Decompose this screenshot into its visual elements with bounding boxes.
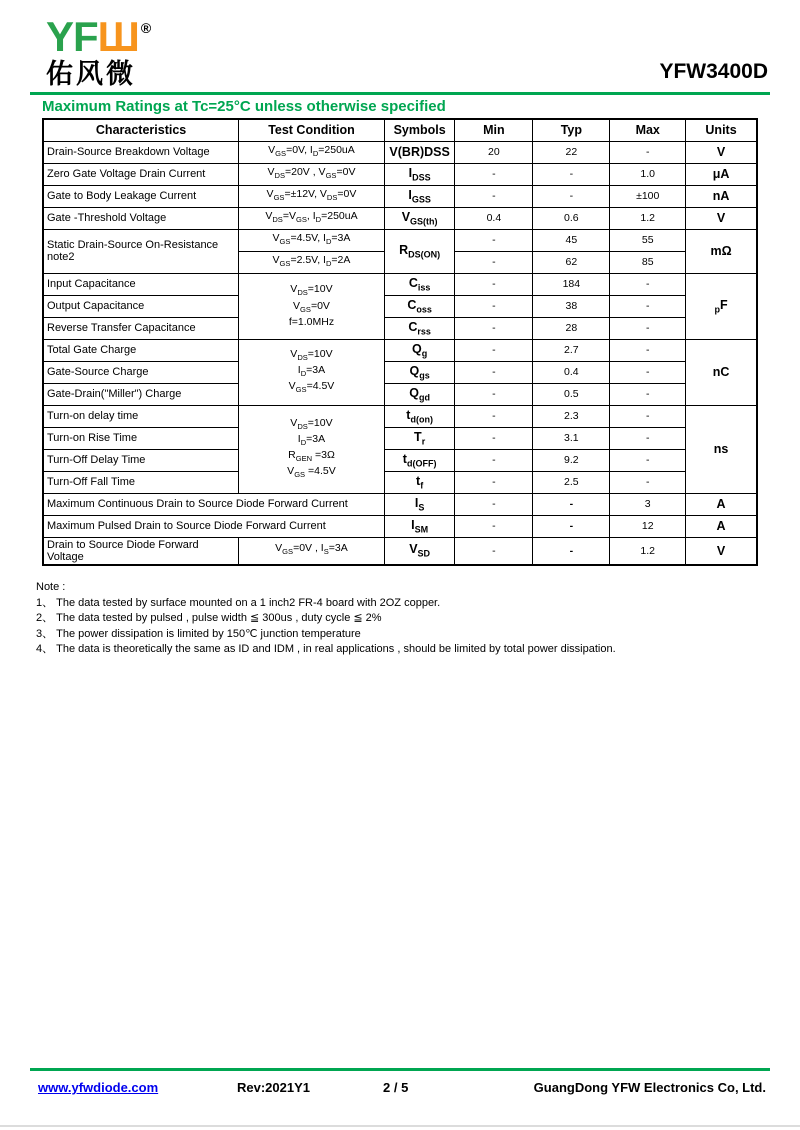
note-item-4: 4、 The data is theoretically the same as ID and IDM , in real applications , should be limited by total power dissipation. — [36, 643, 616, 655]
note-item-2: 2、 The data tested by pulsed , pulse width ≦ 300us , duty cycle ≦ 2% — [36, 612, 382, 624]
table-row — [43, 405, 757, 427]
cell-val: 55 — [610, 229, 686, 251]
cell-val: - — [455, 493, 533, 515]
cell-sym: $I_{SM}$ — [384, 515, 455, 537]
table-row — [43, 383, 757, 405]
cell-sym: $C_{rss}$ — [384, 317, 455, 339]
cell-val: - — [533, 493, 610, 515]
cell-cond: $V_{GS}=4.5V$, $I_D=3A$ — [239, 229, 385, 251]
cell-val: 1.2 — [610, 537, 686, 565]
notes-label: Note : — [36, 581, 66, 593]
cell-val: - — [610, 361, 686, 383]
cell-val: - — [533, 163, 610, 185]
cell-val: 85 — [610, 251, 686, 273]
cell-val: - — [455, 295, 533, 317]
website-link[interactable]: www.yfwdiode.com — [38, 1080, 159, 1095]
cell-val: ±100 — [610, 185, 686, 207]
cell-val: - — [455, 537, 533, 565]
cell-char: Total Gate Charge — [43, 339, 239, 361]
cell-val: - — [455, 383, 533, 405]
cell-val: 184 — [533, 273, 610, 295]
cell-sym: $Q_{gd}$ — [384, 383, 455, 405]
table-row — [43, 273, 757, 295]
cell-char: Gate-Source Charge — [43, 361, 239, 383]
cell-val: 0.5 — [533, 383, 610, 405]
cell-char: Turn-Off Delay Time — [43, 449, 239, 471]
cell-char: Turn-on delay time — [43, 405, 239, 427]
cell-val: - — [610, 273, 686, 295]
cell-val: 22 — [533, 141, 610, 163]
cell-char: Drain-Source Breakdown Voltage — [43, 141, 239, 163]
registered-trademark-icon: ® — [140, 20, 151, 36]
column-header: Characteristics — [43, 119, 239, 141]
cell-cond: $V_{DS}=10V$ $V_{GS}=0V$ f=1.0MHz — [239, 273, 385, 339]
cell-val: - — [455, 339, 533, 361]
cell-sym: $T_r$ — [384, 427, 455, 449]
cell-val: - — [610, 471, 686, 493]
cell-unit: nA — [686, 185, 757, 207]
table-header-row — [43, 119, 757, 141]
notes-section — [36, 580, 616, 658]
cell-sym: $t_{d(on)}$ — [384, 405, 455, 427]
page-bottom-edge — [0, 1125, 800, 1127]
cell-cond: $V_{DS}=V_{GS}$, $I_D=250uA$ — [239, 207, 385, 229]
cell-sym: $Q_{gs}$ — [384, 361, 455, 383]
cell-val: - — [455, 361, 533, 383]
cell-char: Maximum Continuous Drain to Source Diode Forward Current — [43, 493, 384, 515]
part-number: YFW3400D — [659, 60, 768, 83]
cell-unit: A — [686, 515, 757, 537]
cell-sym: $V_{GS(th)}$ — [384, 207, 455, 229]
cell-cond: $V_{DS}=10V$ $I_D=3A$ $V_{GS}=4.5V$ — [239, 339, 385, 405]
cell-val: - — [533, 185, 610, 207]
cell-val: - — [455, 471, 533, 493]
revision-label: Rev:2021Y1 — [237, 1080, 310, 1095]
table-row — [43, 229, 757, 251]
cell-val: 0.4 — [455, 207, 533, 229]
table-row — [43, 207, 757, 229]
cell-sym: $C_{oss}$ — [384, 295, 455, 317]
cell-val: - — [455, 163, 533, 185]
table-row — [43, 339, 757, 361]
table-row — [43, 427, 757, 449]
cell-char: Gate-Drain("Miller") Charge — [43, 383, 239, 405]
cell-val: - — [455, 229, 533, 251]
cell-sym: $I_S$ — [384, 493, 455, 515]
company-name: GuangDong YFW Electronics Co, Ltd. — [533, 1080, 766, 1095]
cell-val: - — [533, 515, 610, 537]
cell-val: - — [455, 185, 533, 207]
section-title: Maximum Ratings at Tc=25°C unless otherwise specified — [42, 98, 446, 115]
table-row — [43, 295, 757, 317]
cell-cond: $V_{GS}=0V$, $I_D=250uA$ — [239, 141, 385, 163]
cell-val: - — [455, 427, 533, 449]
cell-sym: $C_{iss}$ — [384, 273, 455, 295]
yfw-logo — [46, 8, 150, 89]
cell-val: - — [610, 427, 686, 449]
column-header: Typ — [533, 119, 610, 141]
cell-val: 38 — [533, 295, 610, 317]
page-number: 2 / 5 — [383, 1080, 409, 1095]
cell-val: 1.0 — [610, 163, 686, 185]
table-row — [43, 471, 757, 493]
column-header: Units — [686, 119, 757, 141]
cell-val: 45 — [533, 229, 610, 251]
cell-val: 2.7 — [533, 339, 610, 361]
cell-char: Turn-on Rise Time — [43, 427, 239, 449]
cell-char: Turn-Off Fall Time — [43, 471, 239, 493]
cell-val: - — [610, 383, 686, 405]
logo-wordmark — [46, 8, 151, 60]
cell-char: Gate -Threshold Voltage — [43, 207, 239, 229]
table-row — [43, 449, 757, 471]
cell-sym: $Q_g$ — [384, 339, 455, 361]
cell-val: - — [610, 449, 686, 471]
cell-val: 1.2 — [610, 207, 686, 229]
cell-val: - — [455, 251, 533, 273]
cell-char: Output Capacitance — [43, 295, 239, 317]
cell-val: - — [455, 273, 533, 295]
cell-val: - — [610, 339, 686, 361]
cell-val: 3 — [610, 493, 686, 515]
cell-val: - — [610, 405, 686, 427]
cell-char: Input Capacitance — [43, 273, 239, 295]
cell-unit: μA — [686, 163, 757, 185]
cell-val: - — [455, 317, 533, 339]
cell-cond: $V_{GS}=0V$ , $I_S=3A$ — [239, 537, 385, 565]
cell-val: 2.3 — [533, 405, 610, 427]
cell-unit: nC — [686, 339, 757, 405]
cell-val: - — [455, 515, 533, 537]
cell-sym: $I_{DSS}$ — [384, 163, 455, 185]
cell-unit: $_p$F — [686, 273, 757, 339]
footer — [0, 1080, 800, 1098]
cell-unit: V — [686, 141, 757, 163]
cell-val: 28 — [533, 317, 610, 339]
cell-sym: $R_{DS(ON)}$ — [384, 229, 455, 273]
cell-sym: $V_{SD}$ — [384, 537, 455, 565]
table-row — [43, 185, 757, 207]
cell-char: Drain to Source Diode Forward Voltage — [43, 537, 239, 565]
cell-val: - — [455, 449, 533, 471]
ratings-table — [42, 118, 758, 566]
table-row — [43, 163, 757, 185]
cell-unit: ns — [686, 405, 757, 493]
cell-char: Static Drain-Source On-Resistance note2 — [43, 229, 239, 273]
cell-cond: $V_{DS}=10V$ $I_D=3A$ $R_{GEN} =3\Omega$ $V_{GS} =4.5V$ — [239, 405, 385, 493]
table-row — [43, 537, 757, 565]
column-header: Symbols — [384, 119, 455, 141]
note-item-1: 1、 The data tested by surface mounted on a 1 inch2 FR-4 board with 2OZ copper. — [36, 596, 441, 609]
cell-char: Gate to Body Leakage Current — [43, 185, 239, 207]
cell-char: Reverse Transfer Capacitance — [43, 317, 239, 339]
cell-sym: $t_{d(OFF)}$ — [384, 449, 455, 471]
cell-val: - — [455, 405, 533, 427]
cell-val: 2.5 — [533, 471, 610, 493]
cell-val: - — [610, 317, 686, 339]
cell-val: 62 — [533, 251, 610, 273]
cell-val: 12 — [610, 515, 686, 537]
table-row — [43, 515, 757, 537]
table-row — [43, 361, 757, 383]
cell-val: 20 — [455, 141, 533, 163]
cell-val: - — [610, 295, 686, 317]
table-row — [43, 493, 757, 515]
cell-cond: $V_{GS}=\pm 12V$, $V_{DS}=0V$ — [239, 185, 385, 207]
table-row — [43, 317, 757, 339]
column-header: Max — [610, 119, 686, 141]
cell-val: 0.4 — [533, 361, 610, 383]
cell-sym: V(BR)DSS — [384, 141, 455, 163]
cell-cond: $V_{GS}=2.5V$, $I_D=2A$ — [239, 251, 385, 273]
cell-val: - — [533, 537, 610, 565]
cell-unit: V — [686, 537, 757, 565]
logo-chinese-name: 佑风微 — [46, 59, 136, 89]
table-row — [43, 141, 757, 163]
cell-unit: A — [686, 493, 757, 515]
logo-text-orange: Ш — [97, 13, 139, 60]
cell-unit: V — [686, 207, 757, 229]
column-header: Test Condition — [239, 119, 385, 141]
cell-sym: $I_{GSS}$ — [384, 185, 455, 207]
column-header: Min — [455, 119, 533, 141]
note-item-3: 3、 The power dissipation is limited by 150℃ junction temperature — [36, 627, 361, 640]
cell-char: Zero Gate Voltage Drain Current — [43, 163, 239, 185]
cell-val: 9.2 — [533, 449, 610, 471]
cell-val: 0.6 — [533, 207, 610, 229]
cell-unit: mΩ — [686, 229, 757, 273]
cell-val: - — [610, 141, 686, 163]
footer-rule — [30, 1068, 770, 1071]
header-rule — [30, 92, 770, 95]
logo-text-green: YF — [46, 13, 98, 60]
cell-cond: $V_{DS}=20V$ , $V_{GS}=0V$ — [239, 163, 385, 185]
cell-val: 3.1 — [533, 427, 610, 449]
cell-char: Maximum Pulsed Drain to Source Diode Forward Current — [43, 515, 384, 537]
cell-sym: $t_f$ — [384, 471, 455, 493]
